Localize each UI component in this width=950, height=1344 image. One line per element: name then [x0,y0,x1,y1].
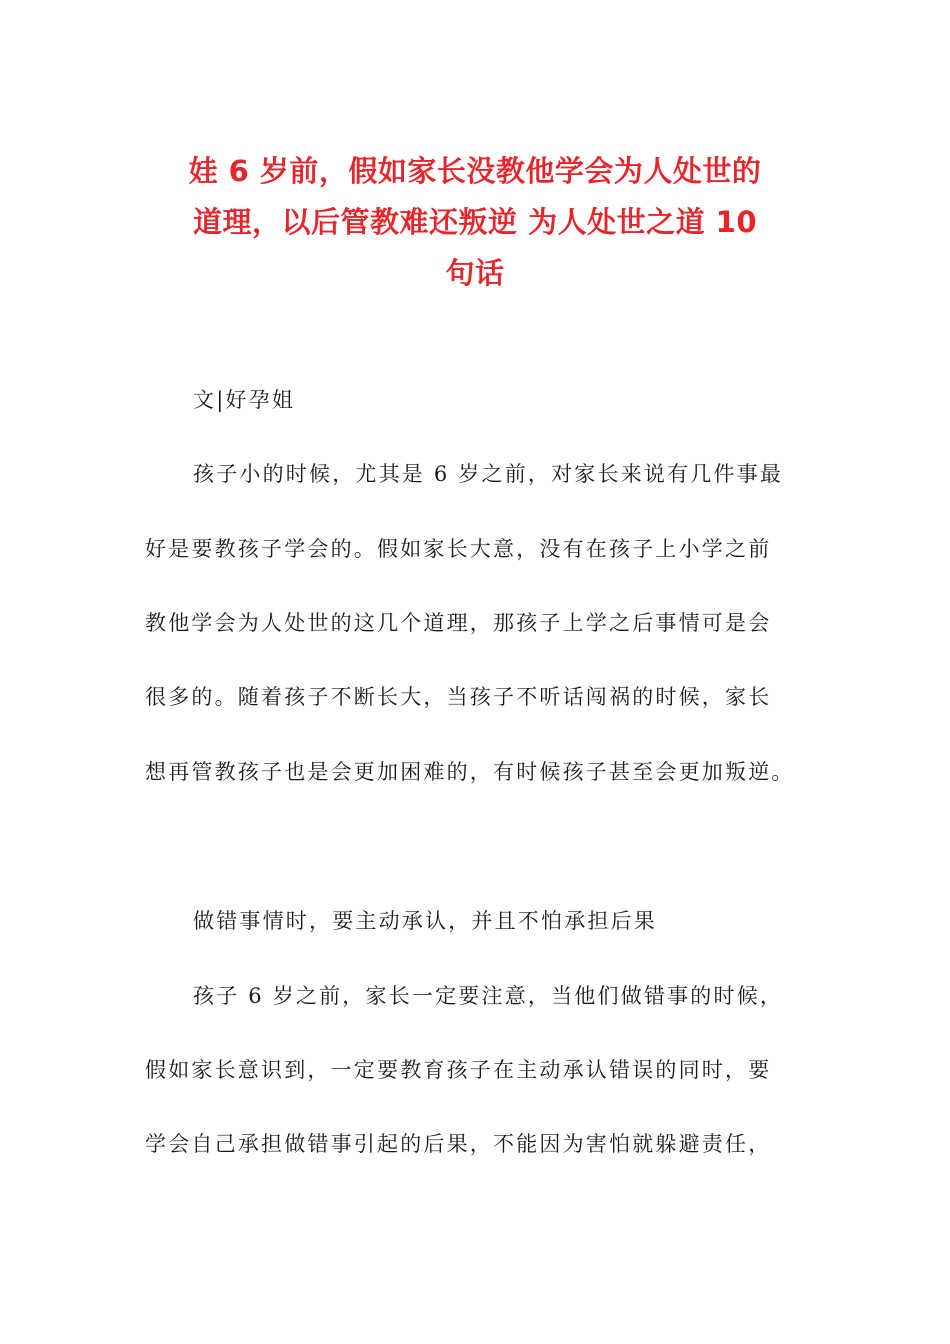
title-line: 句话 [445,256,505,290]
paragraph-line: 学会自己承担做错事引起的后果，不能因为害怕就躲避责任， [145,1132,772,1156]
paragraph-line: 很多的。随着孩子不断长大，当孩子不听话闯祸的时候，家长 [145,685,772,709]
section-heading: 做错事情时，要主动承认，并且不怕承担后果 [193,909,657,933]
paragraph-line: 孩子小的时候，尤其是 6 岁之前，对家长来说有几件事最 [193,462,784,486]
title-line: 道理，以后管教难还叛逆 为人处世之道 10 [192,205,758,239]
document-title [140,146,810,299]
paragraph-line: 孩子 6 岁之前，家长一定要注意，当他们做错事的时候， [193,984,784,1008]
title-line: 娃 6 岁前，假如家长没教他学会为人处世的 [188,154,762,188]
paragraph-line: 好是要教孩子学会的。假如家长大意，没有在孩子上小学之前 [145,537,772,561]
paragraph-line: 假如家长意识到，一定要教育孩子在主动承认错误的同时，要 [145,1058,772,1082]
paragraph-line: 教他学会为人处世的这几个道理，那孩子上学之后事情可是会 [145,611,772,635]
paragraph-line: 想再管教孩子也是会更加困难的，有时候孩子甚至会更加叛逆。 [145,760,795,784]
byline: 文|好孕姐 [193,388,296,412]
